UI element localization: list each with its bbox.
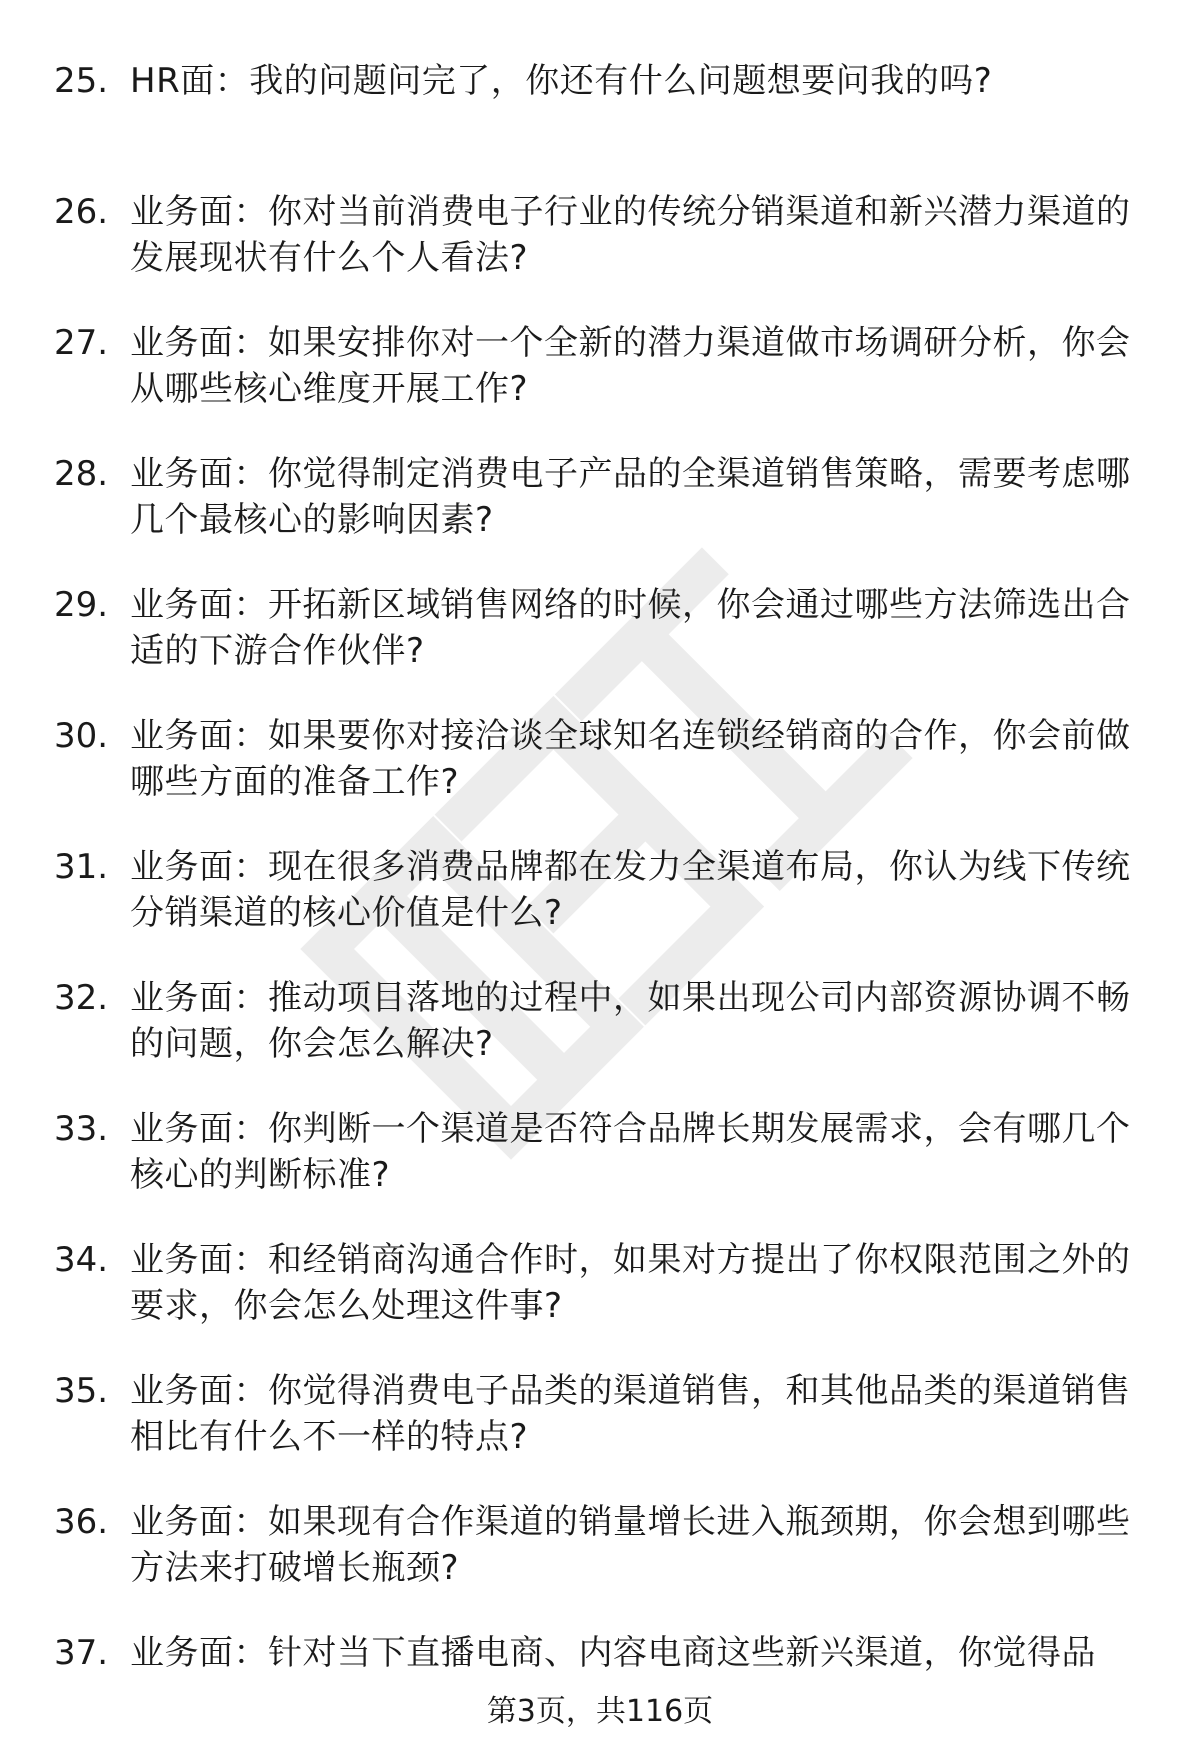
question-item <box>0 1237 1200 1368</box>
question-text: 业务面：针对当下直播电商、内容电商这些新兴渠道，你觉得品 <box>130 1633 1096 1673</box>
question-item <box>0 975 1200 1106</box>
question-item <box>0 844 1200 975</box>
question-item <box>0 1106 1200 1237</box>
question-number: 31. <box>54 847 109 887</box>
question-item <box>0 320 1200 451</box>
question-text: 业务面：你觉得消费电子品类的渠道销售，和其他品类的渠道销售相比有什么不一样的特点? <box>130 1371 1131 1457</box>
question-text: 业务面：你判断一个渠道是否符合品牌长期发展需求，会有哪几个核心的判断标准? <box>130 1109 1131 1195</box>
page-footer: 第3页，共116页 <box>486 1694 714 1729</box>
question-item <box>0 451 1200 582</box>
question-text: 业务面：开拓新区域销售网络的时候，你会通过哪些方法筛选出合适的下游合作伙伴? <box>130 585 1131 671</box>
question-item <box>0 189 1200 320</box>
question-number: 27. <box>54 323 109 363</box>
question-number: 35. <box>54 1371 109 1411</box>
question-item <box>0 1499 1200 1630</box>
question-item <box>0 58 1200 189</box>
question-number: 28. <box>54 454 109 494</box>
question-text: 业务面：你觉得制定消费电子产品的全渠道销售策略，需要考虑哪几个最核心的影响因素? <box>130 454 1131 540</box>
question-item <box>0 713 1200 844</box>
question-text: 业务面：推动项目落地的过程中，如果出现公司内部资源协调不畅的问题，你会怎么解决? <box>130 978 1131 1064</box>
question-number: 37. <box>54 1633 109 1673</box>
question-number: 33. <box>54 1109 109 1149</box>
question-number: 30. <box>54 716 109 756</box>
question-text: 业务面：如果安排你对一个全新的潜力渠道做市场调研分析，你会从哪些核心维度开展工作? <box>130 323 1131 409</box>
question-text: 业务面：如果要你对接洽谈全球知名连锁经销商的合作，你会前做哪些方面的准备工作? <box>130 716 1131 802</box>
question-text: 业务面：和经销商沟通合作时，如果对方提出了你权限范围之外的要求，你会怎么处理这件事? <box>130 1240 1131 1326</box>
question-item <box>0 1368 1200 1499</box>
question-number: 36. <box>54 1502 109 1542</box>
question-number: 32. <box>54 978 109 1018</box>
question-list <box>0 58 1200 1761</box>
question-text: 业务面：如果现有合作渠道的销量增长进入瓶颈期，你会想到哪些方法来打破增长瓶颈? <box>130 1502 1131 1588</box>
question-number: 26. <box>54 192 109 232</box>
question-number: 25. <box>54 61 109 101</box>
question-text: HR面：我的问题问完了，你还有什么问题想要问我的吗? <box>130 61 993 101</box>
question-item <box>0 582 1200 713</box>
question-text: 业务面：现在很多消费品牌都在发力全渠道布局，你认为线下传统分销渠道的核心价值是什么? <box>130 847 1131 933</box>
question-text: 业务面：你对当前消费电子行业的传统分销渠道和新兴潜力渠道的发展现状有什么个人看法? <box>130 192 1131 278</box>
question-number: 29. <box>54 585 109 625</box>
question-number: 34. <box>54 1240 109 1280</box>
